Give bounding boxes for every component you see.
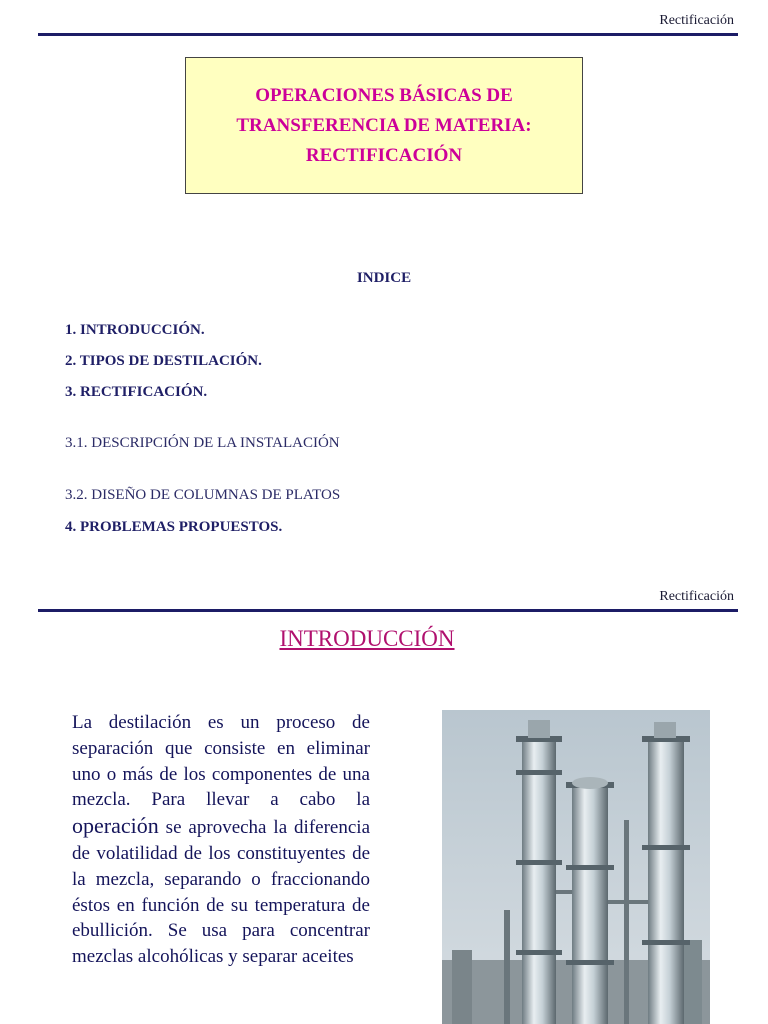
- title-line-1: OPERACIONES BÁSICAS DE: [255, 84, 513, 106]
- paragraph-emphasis: operación: [72, 813, 159, 839]
- title-box: [185, 57, 583, 194]
- toc-item-tipos-destilacion: 2. TIPOS DE DESTILACIÓN.: [65, 353, 262, 369]
- toc-item-problemas-propuestos: 4. PROBLEMAS PROPUESTOS.: [65, 519, 283, 535]
- title-line-3: RECTIFICACIÓN: [305, 144, 463, 166]
- toc-item-descripcion-instalacion: 3.1. DESCRIPCIÓN DE LA INSTALACIÓN: [65, 435, 340, 451]
- toc-item-introduccion: 1. INTRODUCCIÓN.: [65, 322, 205, 338]
- index-heading: INDICE: [356, 270, 412, 286]
- intro-paragraph: [72, 710, 370, 970]
- paragraph-part-1: La destilación es un proceso de separación que consiste en eliminar uno o más de los componentes de una mezcla. Para llevar a cabo la: [72, 712, 370, 811]
- toc-item-rectificacion: 3. RECTIFICACIÓN.: [65, 384, 208, 400]
- running-header-page2: Rectificación: [659, 589, 734, 604]
- paragraph-part-2: se aprovecha la diferencia de volatilidad de los constituyentes de la mezcla, separando o fraccionando éstos en función de su temperatura de ebullición. Se usa para concentrar mezclas alcohólicas y separar aceites: [72, 817, 371, 968]
- running-header-page1: Rectificación: [659, 13, 734, 28]
- section-title: INTRODUCCIÓN: [279, 626, 455, 651]
- distillation-columns-photo: [442, 710, 710, 1024]
- header-rule-page2: [38, 609, 738, 612]
- header-rule-page1: [38, 33, 738, 36]
- title-line-2: TRANSFERENCIA DE MATERIA:: [236, 114, 532, 136]
- toc-item-diseno-columnas: 3.2. DISEÑO DE COLUMNAS DE PLATOS: [65, 487, 341, 503]
